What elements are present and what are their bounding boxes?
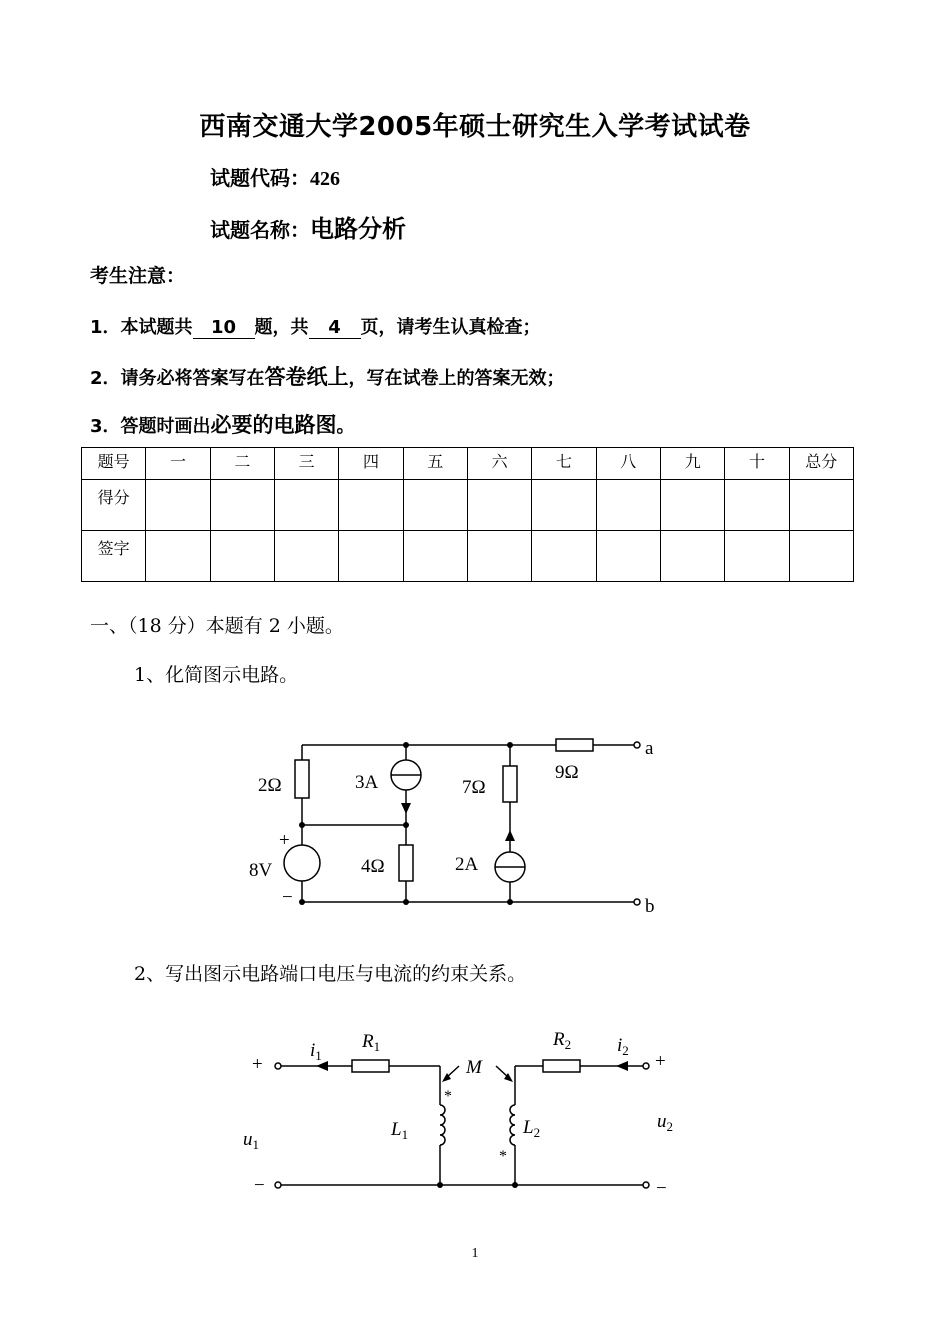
question-1-sub1: 1、化简图示电路。 <box>134 664 299 686</box>
label-r1 <box>361 1031 380 1054</box>
label-i2 <box>617 1035 629 1058</box>
terminal-right-top <box>643 1063 649 1069</box>
dot-mark-l2: * <box>499 1148 507 1165</box>
header-cell: 八 <box>596 448 660 480</box>
header-cell: 六 <box>467 448 531 480</box>
l1-symbol: L <box>391 1119 402 1140</box>
label-2ohm: 2Ω <box>258 775 282 796</box>
note-3-text: 3．答题时画出 <box>90 416 211 437</box>
label-r2 <box>552 1029 571 1052</box>
label-minus-right: − <box>656 1178 667 1199</box>
label-m: M <box>466 1057 482 1078</box>
header-cell: 九 <box>660 448 724 480</box>
exam-name-value: 电路分析 <box>310 215 406 243</box>
u1-subscript: 1 <box>252 1137 259 1152</box>
label-plus: + <box>279 830 290 851</box>
resistor-r1 <box>352 1060 389 1072</box>
inductor-l2 <box>510 1105 515 1145</box>
note-2-emph: 答卷纸上 <box>264 365 349 389</box>
label-u2 <box>657 1111 673 1134</box>
l1-subscript: 1 <box>401 1127 409 1142</box>
label-terminal-b: b <box>645 896 655 917</box>
label-l1 <box>390 1119 408 1142</box>
u2-symbol: u <box>657 1111 667 1132</box>
r1-subscript: 1 <box>373 1039 381 1054</box>
l2-symbol: L <box>523 1117 534 1138</box>
r2-subscript: 2 <box>564 1037 572 1052</box>
notes-heading: 考生注意： <box>90 265 186 287</box>
note-2-text: 2．请务必将答案写在 <box>90 368 265 389</box>
header-cell: 五 <box>403 448 467 480</box>
header-cell: 一 <box>146 448 210 480</box>
page-title: 西南交通大学2005年硕士研究生入学考试试卷 <box>199 112 751 142</box>
terminal-left-top <box>275 1063 281 1069</box>
label-i1 <box>310 1040 322 1063</box>
header-cell: 二 <box>210 448 274 480</box>
question-1-heading: 一、（18 分）本题有 2 小题。 <box>90 615 344 637</box>
label-minus: − <box>282 887 293 908</box>
exam-code-value: 426 <box>310 168 340 190</box>
i1-subscript: 1 <box>315 1048 322 1063</box>
label-l2 <box>522 1117 540 1140</box>
label-u1 <box>243 1129 259 1152</box>
note-2-post: ，写在试卷上的答案无效； <box>348 368 565 389</box>
note-3-emph: 必要的电路图 <box>210 413 337 437</box>
question-1-sub2: 2、写出图示电路端口电压与电流的约束关系。 <box>134 963 527 985</box>
inductor-l1 <box>440 1105 445 1145</box>
label-minus-left: − <box>254 1175 265 1196</box>
label-4ohm: 4Ω <box>361 856 385 877</box>
terminal-right-bottom <box>643 1182 649 1188</box>
i2-subscript: 2 <box>622 1043 629 1058</box>
exam-code-label: 试题代码： <box>210 166 310 190</box>
header-cell: 十 <box>725 448 789 480</box>
label-8v: 8V <box>249 860 273 881</box>
page-count: 4 <box>309 317 361 339</box>
u2-subscript: 2 <box>666 1119 673 1134</box>
arrow-i2-icon <box>616 1061 628 1071</box>
label-7ohm: 7Ω <box>462 777 486 798</box>
label-terminal-a: a <box>645 738 654 759</box>
header-cell: 总分 <box>789 448 853 480</box>
l2-subscript: 2 <box>533 1125 541 1140</box>
label-plus-right: + <box>655 1051 666 1072</box>
i2-symbol: i <box>617 1035 623 1056</box>
note-3-post: 。 <box>336 416 355 437</box>
label-9ohm: 9Ω <box>555 762 579 783</box>
label-plus-left: + <box>252 1054 263 1075</box>
note-1-mid: 题，共 <box>254 317 309 338</box>
dot-mark-l1: * <box>444 1088 452 1105</box>
page-number: 1 <box>471 1246 479 1261</box>
header-cell: 题号 <box>82 448 146 480</box>
terminal-left-bottom <box>275 1182 281 1188</box>
resistor-r2 <box>543 1060 580 1072</box>
r1-symbol: R <box>362 1031 374 1052</box>
note-1-text: 1．本试题共 <box>90 317 193 338</box>
label-3a: 3A <box>355 772 379 793</box>
row-label: 签字 <box>82 531 146 582</box>
header-cell: 三 <box>274 448 338 480</box>
u1-symbol: u <box>243 1129 253 1150</box>
header-cell: 七 <box>532 448 596 480</box>
header-cell: 四 <box>339 448 403 480</box>
i1-symbol: i <box>310 1040 316 1061</box>
question-count: 10 <box>193 317 255 339</box>
note-1-post: 页，请考生认真检查； <box>360 317 541 338</box>
row-label: 得分 <box>82 480 146 531</box>
exam-name-label: 试题名称： <box>210 218 310 242</box>
label-2a: 2A <box>455 854 479 875</box>
r2-symbol: R <box>553 1029 565 1050</box>
